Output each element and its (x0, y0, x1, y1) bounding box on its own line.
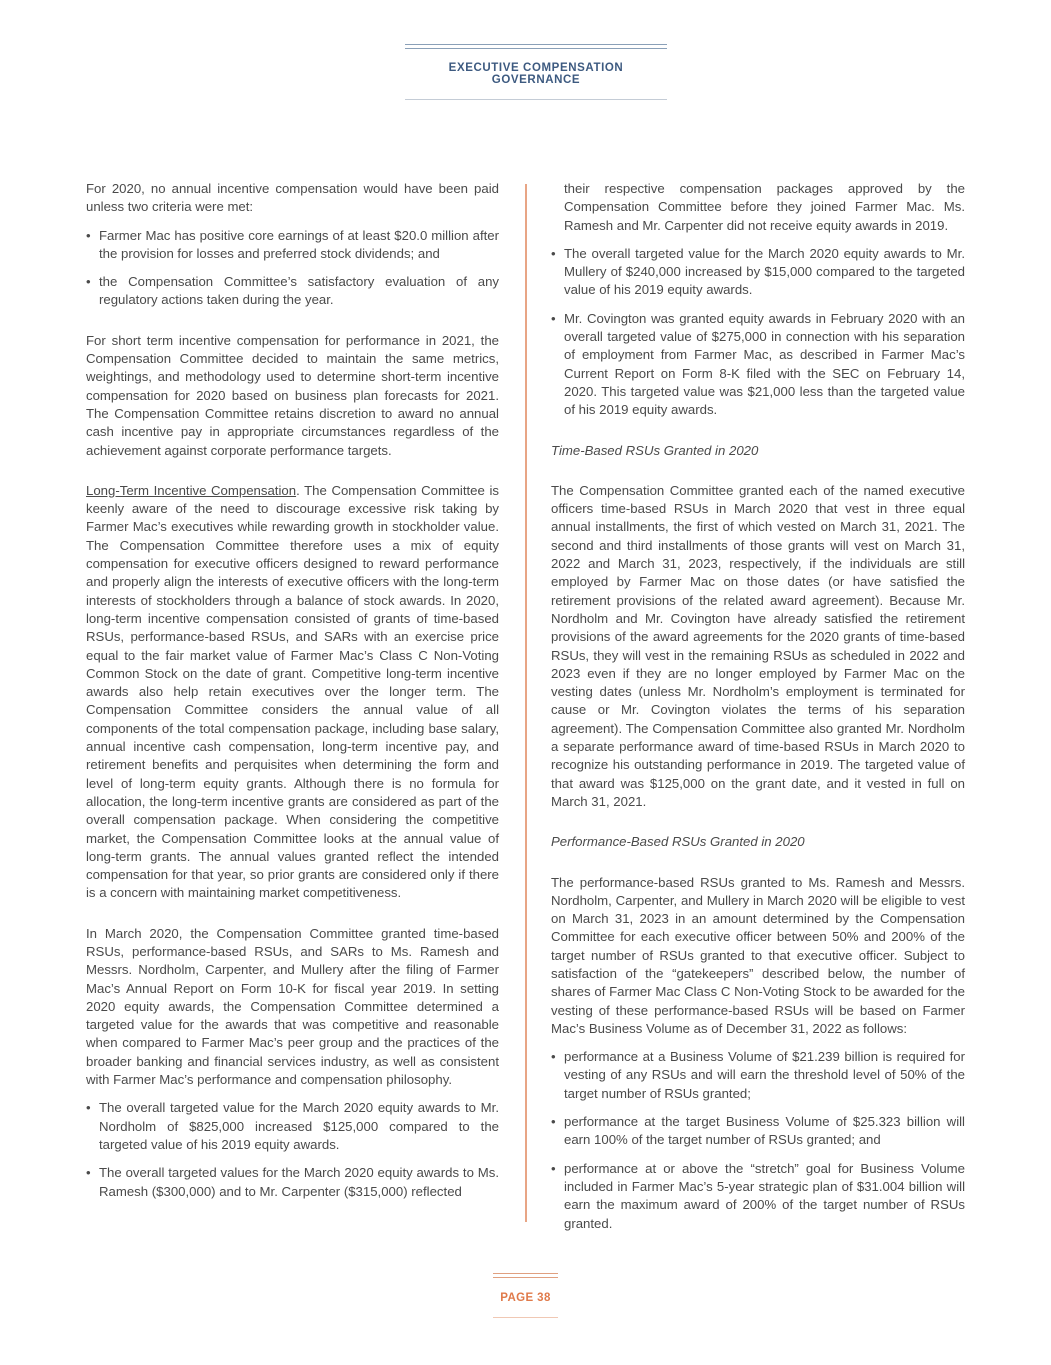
list-item: • performance at the target Business Volume of $25.323 billion will earn 100% of the target number of RSUs granted; and (551, 1113, 965, 1150)
performance-levels-list (551, 1048, 965, 1233)
list-item: • The overall targeted values for the March 2020 equity awards to Ms. Ramesh ($300,000) and to Mr. Carpenter ($315,000) reflected (86, 1164, 499, 1201)
page-header (405, 44, 667, 100)
section-title: EXECUTIVE COMPENSATION GOVERNANCE (448, 62, 624, 86)
footer-rule-top (493, 1273, 558, 1278)
long-term-text: . The Compensation Committee is keenly aware of the need to discourage excessive risk taking by Farmer Mac’s executives while rewarding growth in stockholder value. The Compensation Committee therefore uses a mix of equity compensation for executive officers designed to reward performance and properly align the interests of executive officers with the long-term interests of stockholders through a balance of stock awards. In 2020, long-term incentive compensation consisted of grants of time-based RSUs, performance-based RSUs, and SARs with an exercise price equal to the fair market value of Farmer Mac’s Class C Non-Voting Common Stock on the date of grant. Competitive long-term incentive awards also help retain executives over the longer term. The Compensation Committee considers the annual value of all components of the total compensation package, including base salary, annual incentive cash compensation, long-term incentive pay, and retirement benefits and perquisites when determining the form and level of long-term equity grants. Although there is no formula for allocation, the long-term incentive grants are considered as part of the overall compensation package. When considering the competitive market, the Compensation Committee looks at the annual value of long-term grants. The annual values granted reflect the intended compensation for that year, so prior grants are considered only if there is a concern with maintaining market competitiveness. (86, 482, 499, 901)
header-rule-bottom (405, 99, 667, 100)
header-rule-top (405, 44, 667, 49)
paragraph-long-term (86, 482, 499, 903)
footer-rule-bottom (493, 1317, 558, 1318)
paragraph-performance-based: The performance-based RSUs granted to Ms. Ramesh and Messrs. Nordholm, Carpenter, and Mullery in March 2020 will be eligible to vest on March 31, 2023 in an amount determined by the Compensation Committee for each executive officer between 50% and 200% of the target number of RSUs granted to that executive officer. Subject to satisfaction of the “gatekeepers” described below, the number of shares of Farmer Mac Class C Non-Voting Stock to be awarded for the vesting of these performance-based RSUs will be based on Farmer Mac’s Business Volume as of December 31, 2022 as follows: (551, 874, 965, 1036)
list-item: • The overall targeted value for the March 2020 equity awards to Mr. Nordholm of $825,000 increased $125,000 compared to the targeted value of his 2019 equity awards. (86, 1099, 499, 1154)
list-item: • the Compensation Committee’s satisfactory evaluation of any regulatory actions taken during the year. (86, 273, 499, 310)
long-term-heading: Long-Term Incentive Compensation (86, 482, 297, 498)
equity-awards-list-continued (551, 245, 965, 420)
criteria-list (86, 227, 499, 310)
equity-awards-list (86, 1099, 499, 1200)
paragraph-march-2020: In March 2020, the Compensation Committee granted time-based RSUs, performance-based RSUs, and SARs to Ms. Ramesh and Messrs. Nordholm, Carpenter, and Mullery after the filing of Farmer Mac’s Annual Report on Form 10-K for fiscal year 2019. In setting 2020 equity awards, the Compensation Committee determined a targeted value for the awards that was competitive and reasonable when compared to Farmer Mac’s peer group and the practices of the broader banking and financial services industry, as well as consistent with Farmer Mac’s performance and compensation philosophy. (86, 925, 499, 1088)
list-item: • The overall targeted value for the March 2020 equity awards to Mr. Mullery of $240,000 increased by $15,000 compared to the targeted value of his 2019 equity awards. (551, 245, 965, 300)
list-item: • Farmer Mac has positive core earnings of at least $20.0 million after the provision for losses and preferred stock dividends; and (86, 227, 499, 264)
right-column (551, 180, 965, 1243)
left-column (86, 180, 499, 1211)
list-item-continuation: their respective compensation packages approved by the Compensation Committee before they joined Farmer Mac. Ms. Ramesh and Mr. Carpenter did not receive equity awards in 2019. (564, 181, 965, 233)
list-item: • Mr. Covington was granted equity awards in February 2020 with an overall targeted value of $275,000 in connection with his separation of employment from Farmer Mac, as described in Farmer Mac’s Current Report on Form 8-K filed with the SEC on February 14, 2020. This targeted value was $21,000 less than the targeted value of his 2019 equity awards. (551, 310, 965, 420)
paragraph-criteria-intro: For 2020, no annual incentive compensation would have been paid unless two criteria were met: (86, 181, 499, 215)
list-item: • performance at a Business Volume of $21.239 billion is required for vesting of any RSUs and will earn the threshold level of 50% of the target number of RSUs granted; (551, 1048, 965, 1103)
paragraph-time-based: The Compensation Committee granted each of the named executive officers time-based RSUs in March 2020 that vest in three equal annual installments, the first of which vested on March 31, 2021. The second and third installments of those grants will vest on March 31, 2022 and March 31, 2023, respectively, if the individuals are still employed by Farmer Mac on those dates (or have satisfied the retirement provisions of the related award agreement). Because Mr. Nordholm and Mr. Covington have already satisfied the retirement provisions of the award agreements for the 2020 grants of time-based RSUs, they will vest in the remaining RSUs as scheduled in 2022 and 2023 even if they are no longer employed by Farmer Mac on the vesting dates (unless Mr. Nordholm’s employment is terminated for cause or Mr. Covington violates the terms of his separation agreement). The Compensation Committee also granted Mr. Nordholm a separate performance award of time-based RSUs in March 2020 to recognize his outstanding performance in 2019. The targeted value of that award was $125,000 on the grant date, and it vested in full on March 31, 2021. (551, 482, 965, 809)
subheading-time-based: Time-Based RSUs Granted in 2020 (551, 442, 759, 458)
page-number: PAGE 38 (500, 1292, 551, 1304)
subheading-performance-based: Performance-Based RSUs Granted in 2020 (551, 834, 805, 850)
column-divider (525, 184, 527, 1222)
page-footer (493, 1273, 558, 1318)
paragraph-short-term: For short term incentive compensation for performance in 2021, the Compensation Committee decided to maintain the same metrics, weightings, and methodology used to determine short-term incentive compensation for 2020 based on business plan forecasts for 2021. The Compensation Committee retains discretion to award no annual cash incentive pay in appropriate circumstances regardless of the achievement against corporate performance targets. (86, 332, 499, 458)
list-item: • performance at or above the “stretch” goal for Business Volume included in Farmer Mac’s 5-year strategic plan of $31.004 billion will earn the maximum award of 200% of the target number of RSUs granted. (551, 1160, 965, 1233)
